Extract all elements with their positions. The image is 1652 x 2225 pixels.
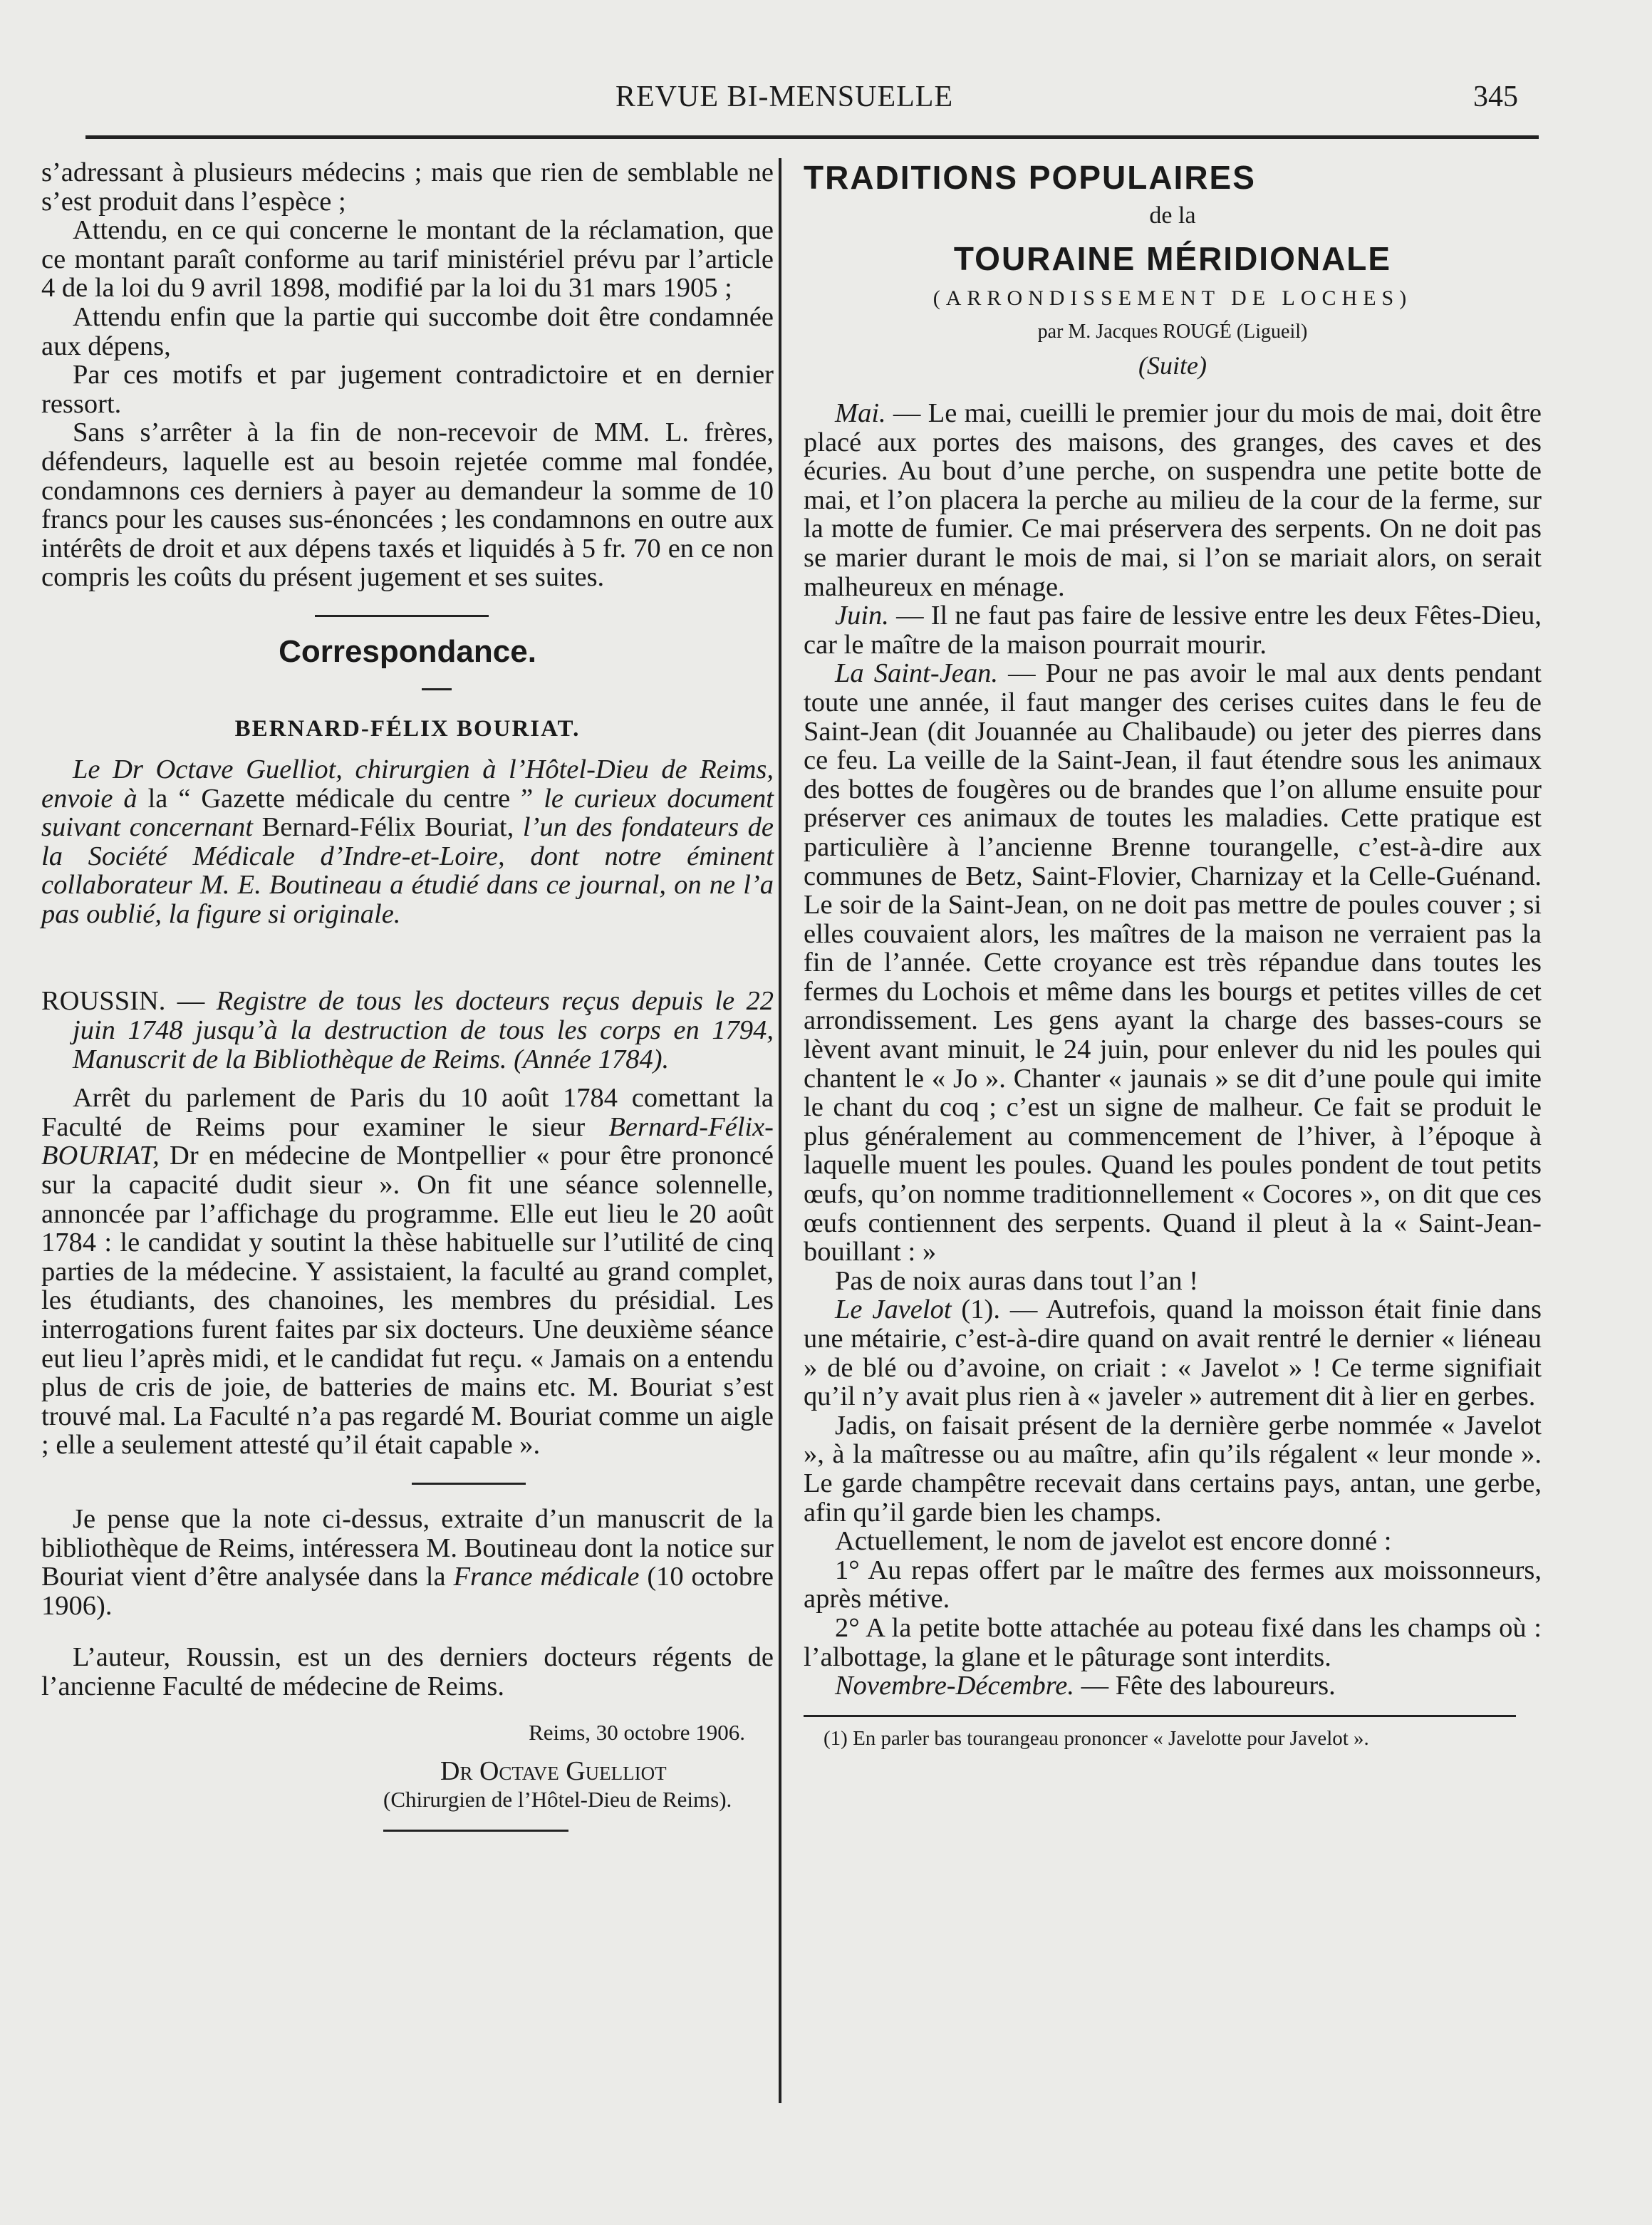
juin-text: — Il ne faut pas faire de lessive entre les deux Fêtes-Dieu, car le maître de la maison pourrait mourir. xyxy=(804,601,1542,660)
actuellement-line: Actuellement, le nom de javelot est encore donné : xyxy=(835,1526,1392,1557)
intro-part-e: l’un des fondateurs de la Société Médicale d’Indre-et-Loire, dont notre éminent collaborateur M. E. Boutineau a étudié dans ce journal, on ne l’a pas oublié, la figure si originale. xyxy=(41,812,774,929)
judgment-paragraph-4: Par ces motifs et par jugement contradictoire et en dernier ressort. xyxy=(41,360,774,419)
arret-part-b: Bernard-Félix-BOURIAT, xyxy=(41,1111,774,1171)
intro-paragraph xyxy=(41,755,774,929)
end-separator xyxy=(383,1830,568,1832)
jadis-paragraph: Jadis, on faisait présent de la dernière gerbe nommée « Javelot », à la maîtresse ou au maître, afin qu’ils régalent « leur monde ». Le garde champêtre recevait dans certains pays, antan, une gerbe, afin qu’il garde bien les champs. xyxy=(804,1410,1542,1528)
auteur-paragraph: L’auteur, Roussin, est un des derniers docteurs régents de l’ancienne Faculté de médecine de Reims. xyxy=(41,1642,774,1701)
pense-part-a: Je pense que la note ci-dessus, extraite d’un manuscrit de la bibliothèque de Reims, intéressera M. Boutineau dont la notice sur Bouriat vient d’être analysée dans la xyxy=(41,1503,774,1592)
javelot-text: (1). — Autrefois, quand la moisson était finie dans une métairie, c’est-à-dire quand on avait rentré le dernier « liéneau » de blé ou d’avoine, on criait : « Javelot » ! Ce terme signifiait qu’il n’y avait plus rien à « javeler » autrement dit à lier en gerbes. xyxy=(804,1295,1542,1412)
javelot-label: Le Javelot xyxy=(835,1295,952,1325)
roussin-reference xyxy=(41,987,774,1074)
left-column xyxy=(41,158,774,1832)
javelot-paragraph xyxy=(804,1295,1542,1411)
judgment-paragraph-2: Attendu, en ce qui concerne le montant de la réclamation, que ce montant paraît conforme au tarif ministériel prévu par l’article 4 de la loi du 9 avril 1898, modifié par la loi du 31 mars 1905 ; xyxy=(41,215,774,304)
correspondance-heading: Correspondance. xyxy=(279,633,536,669)
signature-date: Reims, 30 octobre 1906. xyxy=(529,1719,745,1745)
pense-part-b: France médicale xyxy=(453,1562,640,1592)
stjean-paragraph xyxy=(804,659,1542,1266)
arret-part-c: Dr en médecine de Montpellier « pour être prononcé sur la capacité dudit sieur ». On fit une séance solennelle, annoncée par l’affichage du programme. Elle eut lieu le 20 août 1784 : le candidat y soutint la thèse habituelle sur l’utilité de cinq parties de la médecine. Y assistaient, la faculté au grand complet, les étudiants, des chanoines, les membres du présidial. Les interrogations furent faites par six docteurs. Une deuxième séance eut lieu l’après midi, et le candidat fut reçu. « Jamais on a entendu plus de cris de joie, de batteries de mains etc. M. Bouriat s’est trouvé mal. La Faculté n’a pas regardé M. Bouriat comme un aigle ; elle a seulement attesté qu’il était capable ». xyxy=(41,1141,774,1461)
page-number: 345 xyxy=(1473,81,1518,113)
item-2: 2° A la petite botte attachée au poteau fixé dans les champs où : l’albottage, la glane et le pâturage sont interdits. xyxy=(804,1612,1542,1672)
noix-line: Pas de noix auras dans tout l’an ! xyxy=(835,1265,1199,1296)
pense-part-c: (10 octobre 1906). xyxy=(41,1562,774,1621)
roussin-title: Registre de tous les docteurs reçus depuis le 22 juin 1748 jusqu’à la destruction de tous les corps en 1794, Manuscrit de la Bibliothèque de Reims. (Année 1784). xyxy=(73,986,774,1074)
page-header xyxy=(0,0,1652,142)
header-rule xyxy=(85,135,1539,139)
judgment-paragraph-3: Attendu enfin que la partie qui succombe doit être condamnée aux dépens, xyxy=(41,301,774,361)
stjean-text: — Pour ne pas avoir le mal aux dents pendant toute une année, il faut manger des cerises cuites dans le feu de Saint-Jean (dit Jouannée au Chalibaude) ou jeter des pierres dans ce feu. La veille de la Saint-Jean, il faut étendre sous les animaux des bottes de fougères ou de brandes que l’on allume ensuite pour préserver ces animaux de toutes les maladies. Cette pratique est particulière à l’ancienne Brenne tourangelle, c’est-à-dire aux communes de Betz, Saint-Flovier, Charnizay et la Celle-Guénand. Le soir de la Saint-Jean, on ne doit pas mettre de poules couver ; si elles couvaient alors, les maîtres de la maison ne verraient pas la fin de l’année. Cette croyance est très répandue dans toutes les fermes du Lochois et même dans les bourgs et petites villes de cet arrondissement. Les gens ayant la charge des basses-cours se lèvent avant minuit, le 24 juin, pour enlever du nid les poules qui chantent le « Jo ». Chanter « jaunais » se dit d’une poule qui imite le chant du coq ; c’est un signe de malheur. Ce fait se produit le plus généralement au commencement de l’hiver, à l’époque à laquelle muent les poules. Quand les poules pondent de tout petits œufs, qu’on nomme traditionnellement « Cocores », on dit que ces œufs contiennent des serpents. Quand il pleut à la « Saint-Jean-bouillant : » xyxy=(804,658,1542,1267)
article-author: par M. Jacques ROUGÉ (Ligueil) xyxy=(1037,321,1308,343)
mai-text: — Le mai, cueilli le premier jour du mois de mai, doit être placé aux portes des maisons, des granges, des caves et des écuries. Au bout d’une perche, on suspendra une petite botte de mai, et l’on placera la perche au milieu de la cour de la ferme, sur la motte de fumier. Ce mai préservera des serpents. On ne doit pas se marier durant le mois de mai, si l’on se mariait alors, on serait malheureux en ménage. xyxy=(804,398,1542,602)
juin-paragraph xyxy=(804,601,1542,659)
intro-part-c: le curieux document suivant concernant xyxy=(41,783,774,843)
footnote: (1) En parler bas tourangeau prononcer « Javelotte pour Javelot ». xyxy=(824,1726,1369,1750)
intro-part-d: Bernard-Félix Bouriat, xyxy=(253,812,523,843)
arret-paragraph xyxy=(41,1084,774,1460)
stjean-label: La Saint-Jean. xyxy=(835,658,999,689)
mai-label: Mai. xyxy=(835,398,886,428)
article-title-1: TRADITIONS POPULAIRES xyxy=(804,159,1256,196)
roussin-name: ROUSSIN. — xyxy=(41,986,217,1017)
article-title-2: de la xyxy=(1149,202,1196,229)
intro-part-b: la “ Gazette médicale du centre ” xyxy=(137,783,544,814)
novembre-paragraph xyxy=(804,1671,1542,1701)
signature-title: (Chirurgien de l’Hôtel-Dieu de Reims). xyxy=(383,1786,732,1812)
judgment-paragraph-5: Sans s’arrêter à la fin de non-recevoir de MM. L. frères, défendeurs, laquelle est au besoin rejetée comme mal fondée, condamnons ces derniers à payer au demandeur la somme de 10 francs pour les causes sus-énoncées ; les condamnons en outre aux intérêts de droit et aux dépens taxés et liquidés à 5 fr. 70 en ce non compris les coûts du présent jugement et ses suites. xyxy=(41,417,774,593)
bernard-heading: BERNARD-FÉLIX BOURIAT. xyxy=(234,715,581,742)
judgment-paragraph-1: s’adressant à plusieurs médecins ; mais que rien de semblable ne s’est produit dans l’espèce ; xyxy=(41,157,774,217)
column-divider xyxy=(779,158,781,2103)
novembre-label: Novembre-Décembre. xyxy=(835,1671,1075,1701)
right-column xyxy=(804,158,1542,1751)
article-suite: (Suite) xyxy=(1138,351,1207,380)
mai-paragraph xyxy=(804,399,1542,601)
item-1: 1° Au repas offert par le maître des fermes aux moissonneurs, après métive. xyxy=(804,1555,1542,1614)
running-title: REVUE BI-MENSUELLE xyxy=(615,81,954,113)
novembre-text: — Fête des laboureurs. xyxy=(1074,1671,1336,1701)
juin-label: Juin. xyxy=(835,601,889,631)
pense-paragraph xyxy=(41,1505,774,1620)
intro-part-a: Le Dr Octave Guelliot, chirurgien à l’Hôtel-Dieu de Reims, envoie à xyxy=(41,754,774,814)
signature-name: Dr Octave Guelliot xyxy=(440,1755,667,1786)
article-title-3: TOURAINE MÉRIDIONALE xyxy=(953,240,1392,277)
article-subtitle: (ARRONDISSEMENT DE LOCHES) xyxy=(933,286,1413,310)
arret-part-a: Arrêt du parlement de Paris du 10 août 1784 comettant la Faculté de Reims pour examiner le sieur xyxy=(41,1083,774,1142)
